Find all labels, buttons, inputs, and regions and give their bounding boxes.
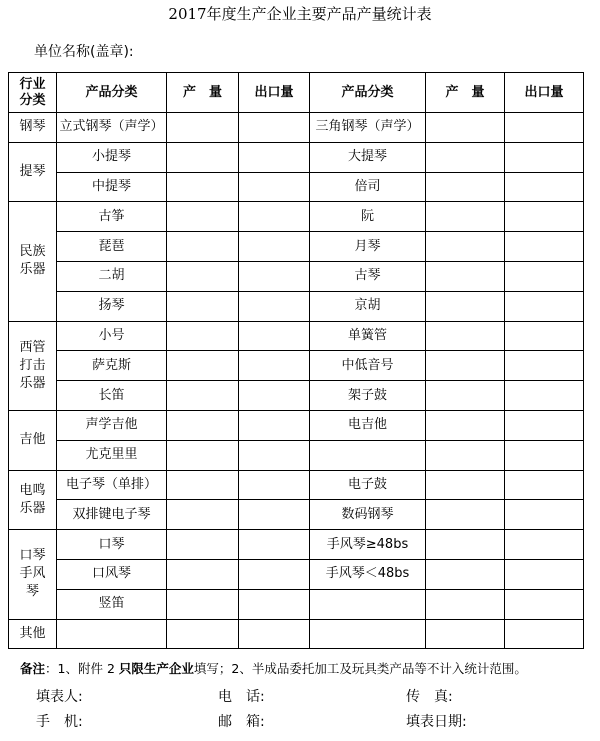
output-left-cell[interactable] [167,589,239,619]
output-right-cell[interactable] [426,202,505,232]
export-right-cell[interactable] [505,589,584,619]
product-right: 月琴 [310,232,426,262]
output-left-cell[interactable] [167,172,239,202]
product-right: 三角钢琴（声学） [310,113,426,143]
export-right-cell[interactable] [505,619,584,649]
table-row [9,470,584,500]
export-right-cell[interactable] [505,202,584,232]
export-left-cell[interactable] [239,261,310,291]
output-left-cell[interactable] [167,142,239,172]
output-left-cell[interactable] [167,202,239,232]
header-row [9,73,584,113]
product-right [310,440,426,470]
output-right-cell[interactable] [426,232,505,262]
product-right: 架子鼓 [310,381,426,411]
output-left-cell[interactable] [167,470,239,500]
product-right: 电吉他 [310,410,426,440]
header-product-left: 产品分类 [57,73,167,113]
product-right: 手风琴＜48bs [310,559,426,589]
industry-category: 电鸣 乐器 [9,470,57,530]
export-left-cell[interactable] [239,232,310,262]
export-right-cell[interactable] [505,321,584,351]
output-left-cell[interactable] [167,321,239,351]
export-left-cell[interactable] [239,142,310,172]
table-row [9,351,584,381]
export-left-cell[interactable] [239,113,310,143]
export-left-cell[interactable] [239,530,310,560]
output-left-cell[interactable] [167,500,239,530]
mobile-label: 手 机: [36,714,83,730]
export-left-cell[interactable] [239,500,310,530]
product-right: 电子鼓 [310,470,426,500]
export-left-cell[interactable] [239,589,310,619]
table-row [9,410,584,440]
export-right-cell[interactable] [505,559,584,589]
product-right: 中低音号 [310,351,426,381]
industry-category: 其他 [9,619,57,649]
export-left-cell[interactable] [239,381,310,411]
export-left-cell[interactable] [239,440,310,470]
note: 备注：1、附件 2 只限生产企业填写；2、半成品委托加工及玩具类产品等不计入统计范围。 [20,661,527,676]
product-right: 倍司 [310,172,426,202]
output-left-cell[interactable] [167,381,239,411]
table-row [9,321,584,351]
table-row [9,559,584,589]
output-right-cell[interactable] [426,530,505,560]
product-right: 京胡 [310,291,426,321]
product-right: 手风琴≥48bs [310,530,426,560]
export-right-cell[interactable] [505,142,584,172]
product-right: 古琴 [310,261,426,291]
output-left-cell[interactable] [167,261,239,291]
export-right-cell[interactable] [505,500,584,530]
table-row [9,232,584,262]
statistics-table [8,72,584,649]
table-row [9,440,584,470]
export-right-cell[interactable] [505,381,584,411]
output-right-cell[interactable] [426,440,505,470]
header-product-right: 产品分类 [310,73,426,113]
table-row [9,619,584,649]
table-row [9,113,584,143]
email-label: 邮 箱: [218,714,265,730]
product-left: 口琴 [57,530,167,560]
product-left: 萨克斯 [57,351,167,381]
industry-category: 民族 乐器 [9,202,57,321]
export-right-cell[interactable] [505,470,584,500]
product-left: 扬琴 [57,291,167,321]
table-row [9,142,584,172]
page-title: 2017年度生产企业主要产品产量统计表 [168,5,432,23]
output-left-cell[interactable] [167,351,239,381]
product-right: 数码钢琴 [310,500,426,530]
table-row [9,530,584,560]
note-label: 备注 [20,661,46,676]
table-row [9,500,584,530]
export-right-cell[interactable] [505,440,584,470]
output-left-cell[interactable] [167,530,239,560]
output-right-cell[interactable] [426,410,505,440]
industry-category: 口琴 手风 琴 [9,530,57,619]
header-export-right: 出口量 [505,73,584,113]
industry-category: 西管 打击 乐器 [9,321,57,410]
output-right-cell[interactable] [426,261,505,291]
output-right-cell[interactable] [426,172,505,202]
export-left-cell[interactable] [239,470,310,500]
product-left: 二胡 [57,261,167,291]
export-right-cell[interactable] [505,261,584,291]
header-output-left: 产 量 [167,73,239,113]
output-right-cell[interactable] [426,589,505,619]
product-left: 竖笛 [57,589,167,619]
industry-category: 吉他 [9,410,57,470]
export-right-cell[interactable] [505,410,584,440]
output-left-cell[interactable] [167,232,239,262]
export-right-cell[interactable] [505,172,584,202]
export-left-cell[interactable] [239,559,310,589]
export-right-cell[interactable] [505,351,584,381]
output-right-cell[interactable] [426,321,505,351]
header-output-right: 产 量 [426,73,505,113]
date-label: 填表日期: [406,714,467,730]
fax-label: 传 真: [406,689,453,705]
product-left: 长笛 [57,381,167,411]
table-row [9,589,584,619]
table-row [9,172,584,202]
product-right: 单簧管 [310,321,426,351]
product-left: 尤克里里 [57,440,167,470]
export-left-cell[interactable] [239,619,310,649]
export-right-cell[interactable] [505,232,584,262]
note-emphasis: 只限生产企业 [118,661,194,676]
filler-label: 填表人: [36,689,83,705]
export-right-cell[interactable] [505,113,584,143]
product-right: 阮 [310,202,426,232]
export-left-cell[interactable] [239,321,310,351]
export-left-cell[interactable] [239,291,310,321]
product-left: 中提琴 [57,172,167,202]
output-right-cell[interactable] [426,500,505,530]
output-right-cell[interactable] [426,470,505,500]
output-left-cell[interactable] [167,291,239,321]
output-right-cell[interactable] [426,619,505,649]
industry-category: 提琴 [9,142,57,202]
output-right-cell[interactable] [426,381,505,411]
product-left: 古筝 [57,202,167,232]
output-left-cell[interactable] [167,440,239,470]
unit-name-label: 单位名称(盖章): [34,44,134,60]
table-row [9,291,584,321]
export-left-cell[interactable] [239,172,310,202]
header-export-left: 出口量 [239,73,310,113]
output-left-cell[interactable] [167,619,239,649]
output-right-cell[interactable] [426,351,505,381]
output-right-cell[interactable] [426,291,505,321]
output-left-cell[interactable] [167,410,239,440]
product-right [310,619,426,649]
output-right-cell[interactable] [426,113,505,143]
export-left-cell[interactable] [239,202,310,232]
export-left-cell[interactable] [239,410,310,440]
output-left-cell[interactable] [167,113,239,143]
product-left: 口风琴 [57,559,167,589]
export-left-cell[interactable] [239,351,310,381]
product-left: 双排键电子琴 [57,500,167,530]
output-right-cell[interactable] [426,142,505,172]
product-left: 电子琴（单排） [57,470,167,500]
output-left-cell[interactable] [167,559,239,589]
table-row [9,261,584,291]
product-left: 琵琶 [57,232,167,262]
industry-category: 钢琴 [9,113,57,143]
product-left: 小号 [57,321,167,351]
table-row [9,202,584,232]
output-right-cell[interactable] [426,559,505,589]
phone-label: 电 话: [218,689,265,705]
export-right-cell[interactable] [505,530,584,560]
header-industry: 行业 分类 [9,73,57,113]
table-row [9,381,584,411]
product-left: 立式钢琴（声学） [57,113,167,143]
product-left: 声学吉他 [57,410,167,440]
product-left [57,619,167,649]
product-right: 大提琴 [310,142,426,172]
product-left: 小提琴 [57,142,167,172]
product-right [310,589,426,619]
export-right-cell[interactable] [505,291,584,321]
